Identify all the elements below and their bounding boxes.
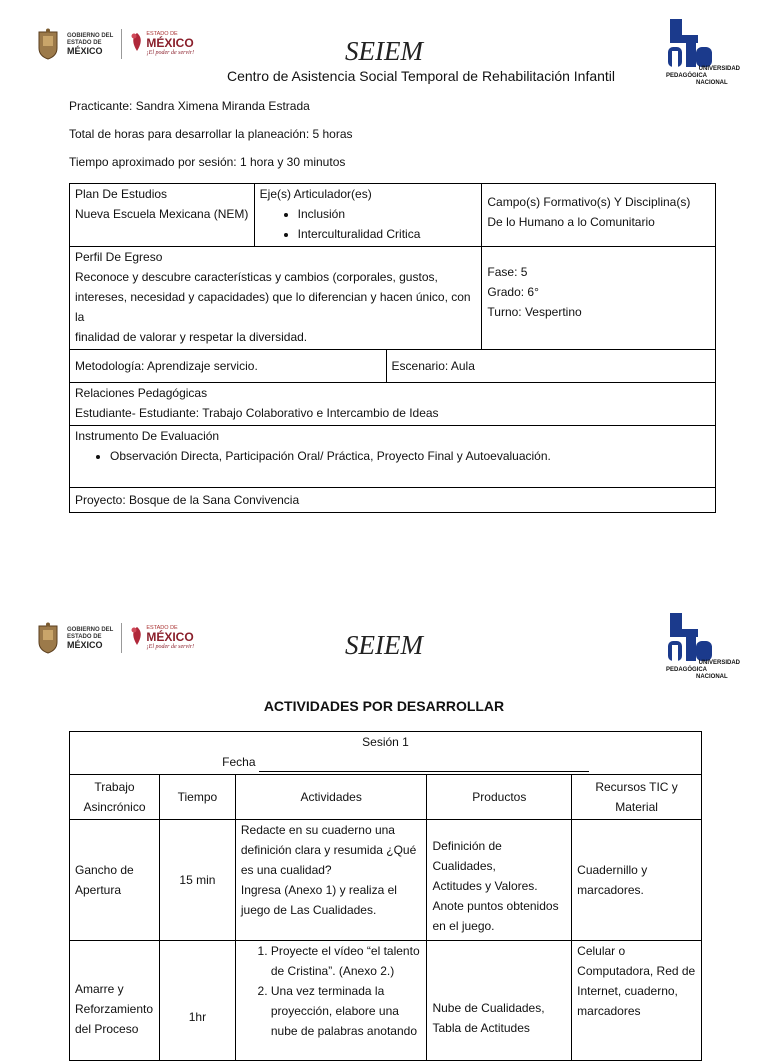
row2-rec-line: Internet, cuaderno,	[577, 984, 678, 998]
upn-logo-2	[666, 611, 740, 681]
row2-prod-line: Nube de Cualidades,	[432, 1001, 545, 1015]
row2-productos	[427, 941, 572, 1061]
fecha-blank-line	[259, 759, 589, 772]
gob-line2: ESTADO DE	[67, 633, 102, 640]
upn-line2: PEDAGÓGICA	[666, 73, 708, 79]
row1-prod-line: en el juego.	[432, 919, 495, 933]
upn-logo	[666, 17, 740, 87]
campos-cell	[482, 184, 716, 247]
ejes-cell	[254, 184, 482, 247]
fecha-label: Fecha	[222, 755, 256, 769]
page-title: SEIEM	[345, 36, 423, 66]
row1-act-line: definición clara y resumida ¿Qué	[240, 843, 417, 857]
row2-act-item	[271, 981, 422, 1041]
mex-big: MÉXICO	[146, 630, 194, 644]
perfil-line3: finalidad de valorar y respetar la diversidad.	[75, 330, 308, 344]
gob-line3: MÉXICO	[67, 45, 103, 56]
header-productos: Productos	[427, 775, 572, 820]
page2-title: SEIEM	[345, 630, 423, 660]
relaciones-label: Relaciones Pedagógicas	[75, 386, 208, 400]
gob-line1: GOBIERNO DEL	[67, 626, 114, 633]
row1-productos	[427, 820, 572, 941]
row2-prod-line: Tabla de Actitudes	[432, 1021, 530, 1035]
fase-value: Fase: 5	[487, 265, 528, 279]
row1-act-line: Ingresa (Anexo 1) y realiza el	[240, 883, 397, 897]
row1-fase: Gancho de Apertura	[70, 820, 160, 941]
upn-emblem-icon	[666, 611, 714, 663]
row2-tiempo: 1hr	[159, 941, 235, 1061]
row2-actividades	[235, 941, 427, 1061]
planeacion-table	[69, 183, 716, 513]
upn-emblem-icon	[666, 17, 714, 69]
row1-actividades	[235, 820, 427, 941]
upn-line2: PEDAGÓGICA	[666, 667, 708, 673]
row2-act2-line: nube de palabras anotando	[270, 1024, 417, 1038]
row2-act2-line: 2. Una vez terminada la	[270, 984, 385, 998]
row1-prod-line: Anote puntos obtenidos	[432, 899, 559, 913]
perfil-line1: Reconoce y descubre características y cambios (corporales, gustos,	[75, 270, 438, 284]
gob-line3: MÉXICO	[67, 639, 103, 650]
page-subtitle: Centro de Asistencia Social Temporal de Rehabilitación Infantil	[226, 68, 616, 84]
row2-fase-line: Amarre y	[75, 982, 124, 996]
row2-fase	[70, 941, 160, 1061]
table-row	[70, 820, 702, 941]
proyecto-cell: Proyecto: Bosque de la Sana Convivencia	[70, 488, 716, 513]
header-tiempo: Tiempo	[159, 775, 235, 820]
escenario-cell: Escenario: Aula	[386, 350, 715, 383]
table-row	[70, 941, 702, 1061]
campos-label: Campo(s) Formativo(s) Y Disciplina(s)	[487, 195, 691, 209]
row1-recursos	[572, 820, 702, 941]
total-horas-line: Total de horas para desarrollar la planeación: 5 horas	[69, 127, 353, 141]
row2-act1-line: 1. Proyecte el vídeo “el talento	[270, 944, 420, 958]
row2-act-list	[241, 941, 422, 1041]
row1-prod-line: Actitudes y Valores.	[432, 879, 538, 893]
row1-rec-line: marcadores.	[577, 883, 644, 897]
fase-cell	[482, 247, 716, 350]
plan-value: Nueva Escuela Mexicana (NEM)	[75, 207, 249, 221]
row1-rec-line: Cuadernillo y	[577, 863, 648, 877]
sesion-header-cell	[70, 732, 702, 775]
campos-value: De lo Humano a lo Comunitario	[487, 215, 655, 229]
row1-act-line: Redacte en su cuaderno una	[240, 823, 395, 837]
row1-prod-line: Definición de Cualidades,	[432, 839, 502, 873]
eje-item: • Inclusión	[298, 204, 477, 224]
gob-line1: GOBIERNO DEL	[67, 32, 114, 39]
perfil-label: Perfil De Egreso	[75, 250, 163, 264]
plan-cell	[70, 184, 255, 247]
gob-line2: ESTADO DE	[67, 39, 102, 46]
actividades-table	[69, 731, 702, 1061]
mex-small: ESTADO DE	[146, 31, 178, 37]
turno-value: Turno: Vespertino	[487, 305, 582, 319]
row2-rec-line: Celular o	[577, 944, 626, 958]
mex-small: ESTADO DE	[146, 625, 178, 631]
row1-act-line: juego de Las Cualidades.	[240, 903, 377, 917]
row2-rec-line: Computadora, Red de	[577, 964, 696, 978]
mex-big: MÉXICO	[146, 36, 194, 50]
row2-act1-line: de Cristina”. (Anexo 2.)	[270, 964, 395, 978]
actividades-heading: ACTIVIDADES POR DESARROLLAR	[263, 698, 505, 714]
ejes-label: Eje(s) Articulador(es)	[259, 187, 372, 201]
row2-fase-line: del Proceso	[75, 1022, 139, 1036]
row2-fase-line: Reforzamiento	[75, 1002, 154, 1016]
upn-line3: NACIONAL	[696, 674, 728, 680]
perfil-cell	[70, 247, 482, 350]
upn-line1: UNIVERSIDAD	[698, 66, 740, 72]
row2-act2-line: proyección, elabore una	[270, 1004, 399, 1018]
ejes-list	[260, 204, 477, 244]
header-actividades: Actividades	[235, 775, 427, 820]
instrumento-cell	[70, 426, 716, 488]
plan-label: Plan De Estudios	[75, 187, 168, 201]
header-recursos: Recursos TIC y Material	[572, 775, 702, 820]
practicante-line: Practicante: Sandra Ximena Miranda Estrada	[69, 99, 310, 113]
upn-line3: NACIONAL	[696, 80, 728, 86]
grado-value: Grado: 6°	[487, 285, 539, 299]
row2-act-item	[271, 941, 422, 981]
mex-slogan: ¡El poder de servir!	[146, 644, 195, 650]
relaciones-cell	[70, 383, 716, 426]
eje-item: • Interculturalidad Critica	[298, 224, 477, 244]
tiempo-sesion-line: Tiempo aproximado por sesión: 1 hora y 30 minutos	[69, 155, 346, 169]
perfil-line2: intereses, necesidad y capacidades) que lo diferencian y hacen único, con la	[75, 290, 471, 324]
relaciones-value: Estudiante- Estudiante: Trabajo Colaborativo e Intercambio de Ideas	[75, 406, 439, 420]
row2-rec-line: marcadores	[577, 1004, 641, 1018]
metodologia-cell: Metodología: Aprendizaje servicio.	[70, 350, 387, 383]
instrumento-list	[75, 446, 710, 466]
row1-tiempo: 15 min	[159, 820, 235, 941]
instrumento-item: • Observación Directa, Participación Oral/ Práctica, Proyecto Final y Autoevaluación.	[110, 446, 710, 466]
row2-recursos	[572, 941, 702, 1061]
row1-act-line: es una cualidad?	[240, 863, 332, 877]
fecha-row	[75, 752, 696, 772]
mex-slogan: ¡El poder de servir!	[146, 50, 195, 56]
sesion-label: Sesión 1	[362, 735, 409, 749]
instrumento-label: Instrumento De Evaluación	[75, 429, 220, 443]
header-trabajo: Trabajo Asincrónico	[70, 775, 160, 820]
upn-line1: UNIVERSIDAD	[698, 660, 740, 666]
